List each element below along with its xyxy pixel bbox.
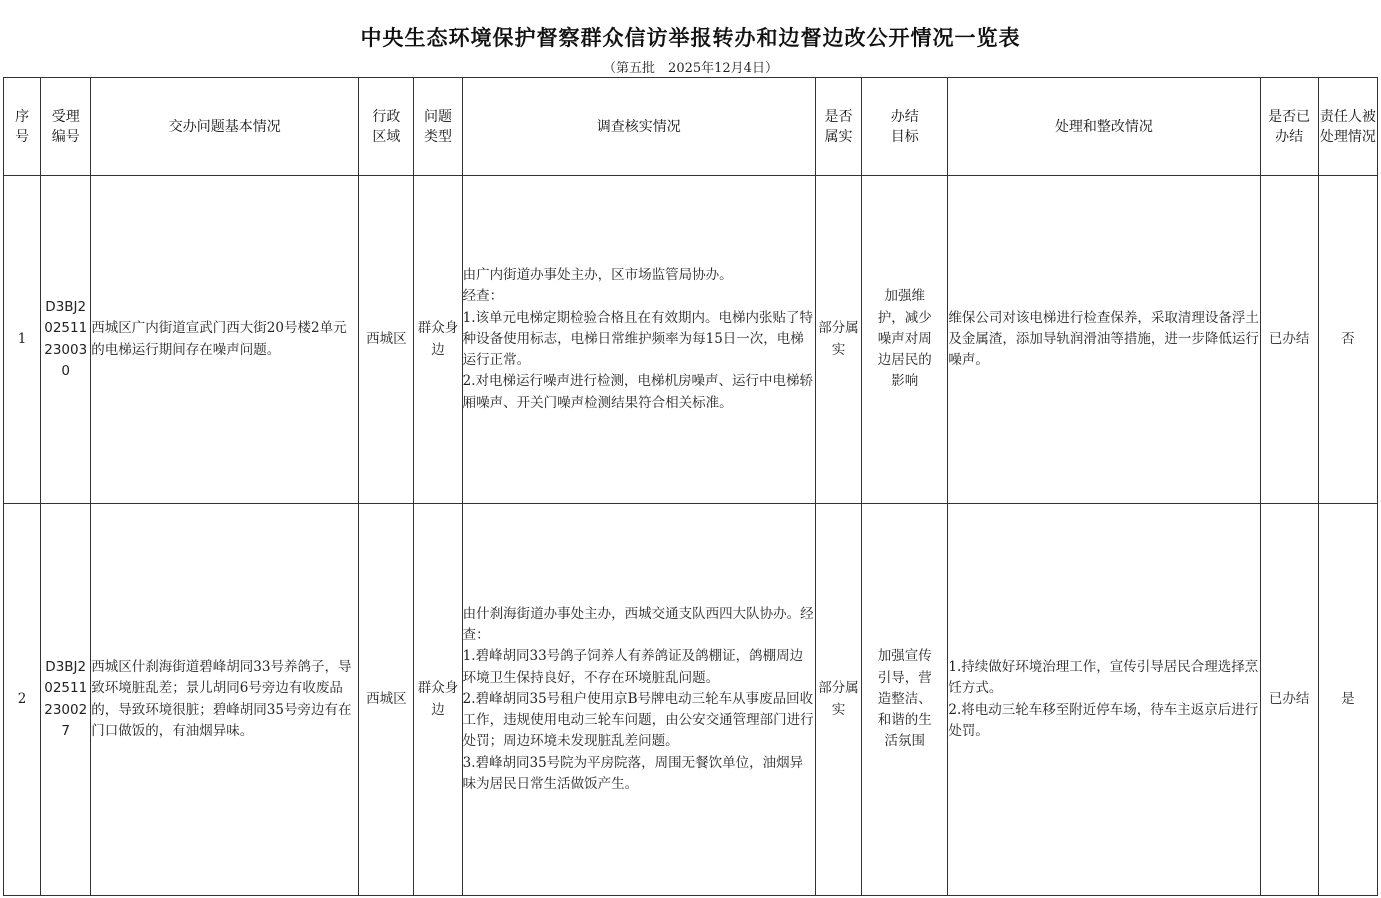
header-type: 问题类型	[414, 78, 462, 176]
header-row	[4, 78, 1378, 176]
header-closed: 是否已办结	[1260, 78, 1318, 176]
row-handling	[948, 176, 1260, 504]
table-row	[4, 176, 1378, 504]
row-investigation	[462, 504, 815, 896]
header-investigation: 调查核实情况	[462, 78, 815, 176]
row-accountability: 是	[1318, 504, 1377, 896]
row-district: 西城区	[359, 504, 414, 896]
row-seq: 1	[4, 176, 41, 504]
row-issue: 西城区广内街道宣武门西大街20号楼2单元的电梯运行期间存在噪声问题。	[91, 176, 359, 504]
document-title: 中央生态环境保护督察群众信访举报转办和边督边改公开情况一览表	[360, 26, 1021, 50]
header-goal: 办结目标	[862, 78, 948, 176]
investigation-line: 由什刹海街道办事处主办，西城交通支队西四大队协办。经查：	[462, 605, 814, 643]
investigation-line: 由广内街道办事处主办，区市场监管局协办。	[462, 266, 733, 283]
row-goal: 加强宣传引导，营造整洁、和谐的生活氛围	[862, 504, 948, 896]
row-issue: 西城区什刹海街道碧峰胡同33号养鸽子，导致环境脏乱差；景儿胡同6号旁边有收废品的，导致环境很脏；碧峰胡同35号旁边有在门口做饭的，有油烟异味。	[91, 504, 359, 896]
row-district: 西城区	[359, 176, 414, 504]
header-issue: 交办问题基本情况	[91, 78, 359, 176]
row-type: 群众身边	[414, 504, 462, 896]
header-seq: 序号	[4, 78, 41, 176]
row-code: D3BJ202511230027	[41, 504, 91, 896]
row-verified: 部分属实	[815, 176, 861, 504]
handling-line: 2.将电动三轮车移至附近停车场，待车主返京后进行处罚。	[948, 701, 1259, 739]
header-handling: 处理和整改情况	[948, 78, 1260, 176]
investigation-line: 2.碧峰胡同35号租户使用京B号牌电动三轮车从事废品回收工作，违规使用电动三轮车问题，由公安交通管理部门进行处罚；周边环境未发现脏乱差问题。	[462, 690, 814, 750]
table-row	[4, 504, 1378, 896]
document-subtitle: （第五批 2025年12月4日）	[603, 61, 778, 76]
row-code: D3BJ202511230030	[41, 176, 91, 504]
header-accountability: 责任人被处理情况	[1318, 78, 1377, 176]
handling-line: 1.持续做好环境治理工作，宣传引导居民合理选择烹饪方式。	[948, 658, 1259, 697]
row-verified: 部分属实	[815, 504, 861, 896]
row-type: 群众身边	[414, 176, 462, 504]
row-goal: 加强维护，减少噪声对周边居民的影响	[862, 176, 948, 504]
header-district: 行政区域	[359, 78, 414, 176]
investigation-line: 1.该单元电梯定期检验合格且在有效期内。电梯内张贴了特种设备使用标志，电梯日常维护频率为每15日一次，电梯运行正常。	[462, 309, 814, 369]
row-handling	[948, 504, 1260, 896]
investigation-line: 经查：	[462, 288, 504, 305]
header-code: 受理编号	[41, 78, 91, 176]
investigation-line: 2.对电梯运行噪声进行检测，电梯机房噪声、运行中电梯轿厢噪声、开关门噪声检测结果符合相关标准。	[462, 373, 814, 411]
investigation-line: 1.碧峰胡同33号鸽子饲养人有养鸽证及鸽棚证，鸽棚周边环境卫生保持良好，不存在环境脏乱问题。	[462, 648, 804, 686]
header-verified: 是否属实	[815, 78, 861, 176]
row-closed: 已办结	[1260, 504, 1318, 896]
row-accountability: 否	[1318, 176, 1377, 504]
row-investigation	[462, 176, 815, 504]
row-seq: 2	[4, 504, 41, 896]
handling-line: 维保公司对该电梯进行检查保养，采取清理设备浮土及金属渣，添加导轨润滑油等措施，进一步降低运行噪声。	[948, 309, 1259, 369]
report-table	[3, 77, 1378, 896]
row-closed: 已办结	[1260, 176, 1318, 504]
investigation-line: 3.碧峰胡同35号院为平房院落，周围无餐饮单位，油烟异味为居民日常生活做饭产生。	[462, 754, 804, 793]
